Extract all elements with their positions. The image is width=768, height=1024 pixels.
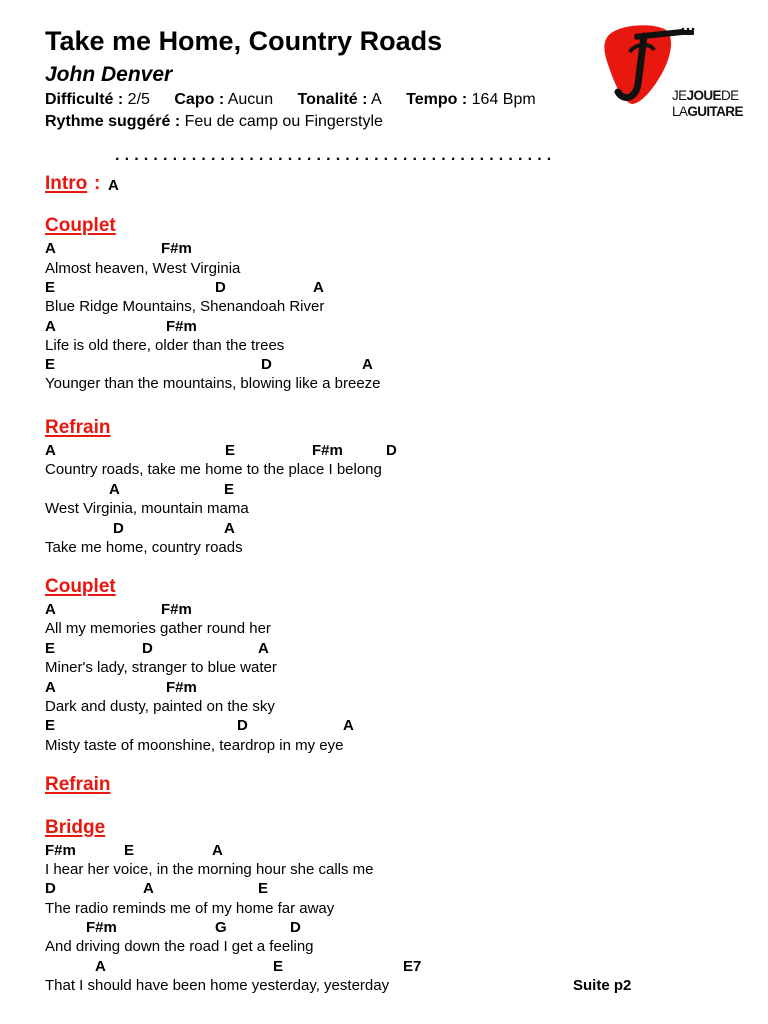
chord: E: [224, 481, 235, 498]
difficulty-value: 2/5: [127, 91, 150, 108]
lyric-line: Life is old there, older than the trees: [45, 337, 285, 354]
lyric-line: Miner's lady, stranger to blue water: [45, 659, 277, 676]
chord: A: [109, 481, 120, 498]
chord: A: [343, 717, 354, 734]
lyric-line: Country roads, take me home to the place I belong: [45, 461, 382, 478]
song-meta-line: [45, 91, 536, 109]
section-heading-bridge: Bridge: [45, 817, 106, 838]
capo-value: Aucun: [227, 91, 274, 108]
lyric-line: Almost heaven, West Virginia: [45, 260, 241, 277]
separator: ..............................................: [115, 147, 557, 164]
chord: A: [45, 240, 56, 257]
lyric-line: Misty taste of moonshine, teardrop in my eye: [45, 737, 344, 754]
intro-heading: Intro: [45, 173, 88, 194]
chord: F#m: [161, 601, 192, 618]
rhythm-label: Rythme suggéré :: [45, 113, 181, 130]
section-heading-refrain-1: Refrain: [45, 417, 111, 438]
tempo-label: Tempo :: [406, 91, 468, 108]
chord: A: [258, 640, 269, 657]
logo-wordmark: JEJOUEDE LAGUITARE: [672, 88, 743, 119]
chord: A: [95, 958, 106, 975]
chord: E: [258, 880, 269, 897]
chord: D: [215, 279, 226, 296]
chord: A: [313, 279, 324, 296]
continued-note: Suite p2: [573, 977, 632, 994]
intro-colon: :: [94, 173, 101, 194]
lyric-line: Dark and dusty, painted on the sky: [45, 698, 275, 715]
chord: F#m: [45, 842, 76, 859]
chord: A: [45, 601, 56, 618]
key-value: A: [371, 91, 382, 108]
lyric-line: Take me home, country roads: [45, 539, 243, 556]
lyric-line: Younger than the mountains, blowing like a breeze: [45, 375, 381, 392]
chord: E: [45, 356, 56, 373]
chord: A: [362, 356, 373, 373]
intro-chord: A: [108, 177, 119, 194]
chord: D: [261, 356, 272, 373]
chord: D: [290, 919, 301, 936]
chord: F#m: [86, 919, 117, 936]
chord: D: [237, 717, 248, 734]
chord: E: [124, 842, 135, 859]
chord: D: [142, 640, 153, 657]
lyric-line: All my memories gather round her: [45, 620, 271, 637]
lyric-line: And driving down the road I get a feeling: [45, 938, 314, 955]
section-heading-couplet-2: Couplet: [45, 576, 116, 597]
brand-logo: [600, 22, 746, 119]
chord: E: [45, 717, 56, 734]
chord: F#m: [166, 318, 197, 335]
section-heading-couplet-1: Couplet: [45, 215, 116, 236]
lyric-line: Blue Ridge Mountains, Shenandoah River: [45, 298, 325, 315]
chord: E: [45, 640, 56, 657]
chord: A: [143, 880, 154, 897]
chord: D: [113, 520, 124, 537]
chord: A: [224, 520, 235, 537]
song-artist: John Denver: [45, 63, 173, 86]
capo-label: Capo :: [174, 91, 225, 108]
rhythm-value: Feu de camp ou Fingerstyle: [184, 113, 383, 130]
lyric-line: That I should have been home yesterday, yesterday: [45, 977, 390, 994]
chord: G: [215, 919, 227, 936]
chord: A: [45, 442, 56, 459]
chord: D: [45, 880, 56, 897]
lyric-line: West Virginia, mountain mama: [45, 500, 249, 517]
chord: E: [273, 958, 284, 975]
lyric-line: I hear her voice, in the morning hour she calls me: [45, 861, 374, 878]
chord: A: [45, 318, 56, 335]
lyric-line: The radio reminds me of my home far away: [45, 900, 335, 917]
song-title: Take me Home, Country Roads: [45, 26, 443, 56]
section-heading-refrain-2: Refrain: [45, 774, 111, 795]
tempo-value: 164 Bpm: [471, 91, 536, 108]
chord: E: [45, 279, 56, 296]
chord: F#m: [166, 679, 197, 696]
chord: F#m: [161, 240, 192, 257]
chord: A: [45, 679, 56, 696]
chord: F#m: [312, 442, 343, 459]
key-label: Tonalité :: [297, 91, 368, 108]
difficulty-label: Difficulté :: [45, 91, 124, 108]
rhythm-line: [45, 113, 383, 131]
chord: A: [212, 842, 223, 859]
chord: E: [225, 442, 236, 459]
chord: D: [386, 442, 397, 459]
chord: E7: [403, 958, 422, 975]
